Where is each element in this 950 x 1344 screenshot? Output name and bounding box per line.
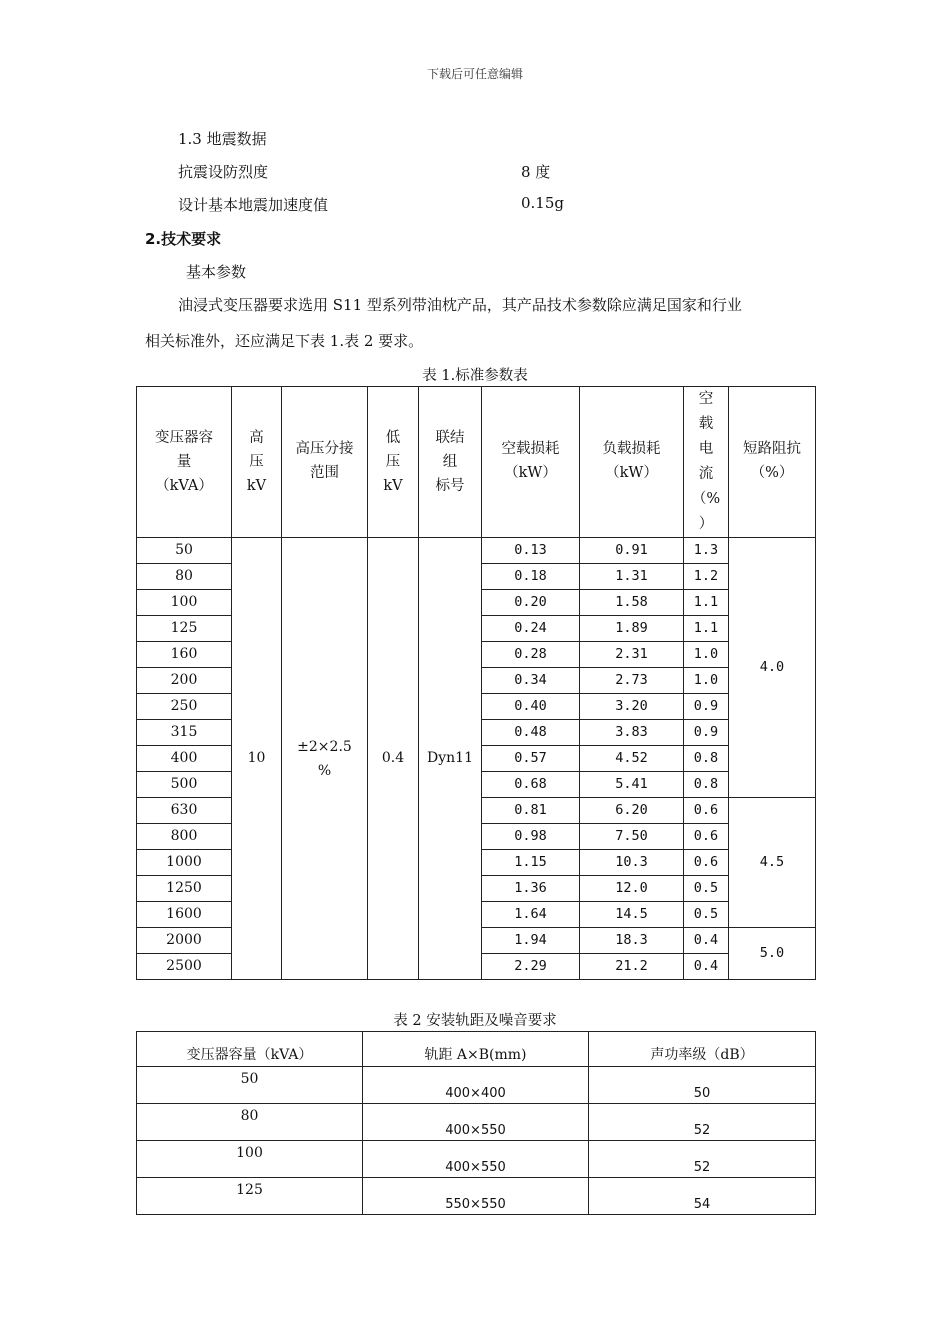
load-loss-cell: 1.89 [580, 616, 684, 642]
header-noload-loss: 空载损耗 （kW） [482, 387, 580, 538]
noload-loss-cell: 0.28 [482, 642, 580, 668]
seismic-acceleration-value: 0.15g [521, 194, 565, 212]
seismic-acceleration-label: 设计基本地震加速度值 [178, 196, 329, 214]
vector-group-merged-cell: Dyn11 [419, 538, 482, 980]
noload-current-cell: 1.0 [684, 668, 729, 694]
noload-loss-cell: 2.29 [482, 954, 580, 980]
capacity-cell: 125 [137, 616, 232, 642]
load-loss-cell: 14.5 [580, 902, 684, 928]
header-hv: 高 压 kV [232, 387, 282, 538]
header-load-loss: 负载损耗 （kW） [580, 387, 684, 538]
noload-current-cell: 1.1 [684, 590, 729, 616]
header-sound-power: 声功率级（dB） [589, 1032, 816, 1067]
noload-current-cell: 0.6 [684, 798, 729, 824]
seismic-intensity-value: 8 度 [521, 163, 551, 181]
noload-loss-cell: 0.18 [482, 564, 580, 590]
noload-loss-cell: 0.57 [482, 746, 580, 772]
sound-power-cell: 52 [589, 1141, 816, 1178]
header-tap-range: 高压分接 范围 [282, 387, 368, 538]
load-loss-cell: 2.73 [580, 668, 684, 694]
track-gauge-cell: 550×550 [363, 1178, 589, 1215]
capacity-cell: 315 [137, 720, 232, 746]
paragraph-line-2: 相关标准外，还应满足下表 1.表 2 要求。 [145, 332, 424, 350]
tap-range-merged-cell: ±2×2.5 % [282, 538, 368, 980]
installation-noise-table [136, 1031, 816, 1215]
load-loss-cell: 3.83 [580, 720, 684, 746]
noload-current-cell: 0.5 [684, 876, 729, 902]
header-capacity: 变压器容量（kVA） [137, 1032, 363, 1067]
noload-loss-cell: 0.34 [482, 668, 580, 694]
load-loss-cell: 4.52 [580, 746, 684, 772]
table-row [137, 538, 816, 564]
noload-current-cell: 0.9 [684, 720, 729, 746]
capacity-cell: 250 [137, 694, 232, 720]
table1-caption: 表 1.标准参数表 [422, 368, 528, 384]
noload-current-cell: 0.4 [684, 954, 729, 980]
seismic-intensity-label: 抗震设防烈度 [178, 163, 269, 181]
standard-parameters-table [136, 386, 816, 980]
noload-current-cell: 0.5 [684, 902, 729, 928]
capacity-cell: 630 [137, 798, 232, 824]
load-loss-cell: 6.20 [580, 798, 684, 824]
header-capacity: 变压器容 量 （kVA） [137, 387, 232, 538]
capacity-cell: 125 [137, 1178, 363, 1215]
noload-loss-cell: 0.40 [482, 694, 580, 720]
noload-current-cell: 0.8 [684, 772, 729, 798]
noload-current-cell: 1.2 [684, 564, 729, 590]
impedance-merged-cell: 4.5 [729, 798, 816, 928]
noload-current-cell: 0.6 [684, 824, 729, 850]
capacity-cell: 2500 [137, 954, 232, 980]
sound-power-cell: 52 [589, 1104, 816, 1141]
page-header: 下载后可任意编辑 [426, 67, 523, 81]
load-loss-cell: 3.20 [580, 694, 684, 720]
header-vector-group: 联结 组 标号 [419, 387, 482, 538]
noload-current-cell: 0.6 [684, 850, 729, 876]
table-row [137, 1104, 816, 1141]
noload-loss-cell: 0.68 [482, 772, 580, 798]
load-loss-cell: 10.3 [580, 850, 684, 876]
noload-current-cell: 1.1 [684, 616, 729, 642]
load-loss-cell: 1.31 [580, 564, 684, 590]
track-gauge-cell: 400×400 [363, 1067, 589, 1104]
load-loss-cell: 21.2 [580, 954, 684, 980]
capacity-cell: 80 [137, 1104, 363, 1141]
noload-loss-cell: 0.20 [482, 590, 580, 616]
noload-current-cell: 0.9 [684, 694, 729, 720]
noload-current-cell: 1.3 [684, 538, 729, 564]
capacity-cell: 400 [137, 746, 232, 772]
lv-merged-cell: 0.4 [368, 538, 419, 980]
sound-power-cell: 54 [589, 1178, 816, 1215]
impedance-merged-cell: 5.0 [729, 928, 816, 980]
header-noload-current: 空 载 电 流 （% ） [684, 387, 729, 538]
noload-loss-cell: 0.13 [482, 538, 580, 564]
capacity-cell: 200 [137, 668, 232, 694]
noload-loss-cell: 1.15 [482, 850, 580, 876]
capacity-cell: 100 [137, 1141, 363, 1178]
capacity-cell: 1250 [137, 876, 232, 902]
sound-power-cell: 50 [589, 1067, 816, 1104]
section-1-3-title: 1.3 地震数据 [178, 130, 267, 148]
paragraph-line-1: 油浸式变压器要求选用 S11 型系列带油枕产品，其产品技术参数除应满足国家和行业 [178, 296, 742, 314]
header-lv: 低 压 kV [368, 387, 419, 538]
capacity-cell: 1000 [137, 850, 232, 876]
capacity-cell: 500 [137, 772, 232, 798]
noload-loss-cell: 1.36 [482, 876, 580, 902]
capacity-cell: 80 [137, 564, 232, 590]
load-loss-cell: 5.41 [580, 772, 684, 798]
hv-merged-cell: 10 [232, 538, 282, 980]
noload-loss-cell: 0.24 [482, 616, 580, 642]
section-2-title: 2.技术要求 [145, 230, 222, 248]
load-loss-cell: 18.3 [580, 928, 684, 954]
table-row [137, 1141, 816, 1178]
header-track-gauge: 轨距 A×B(mm) [363, 1032, 589, 1067]
noload-loss-cell: 1.64 [482, 902, 580, 928]
impedance-merged-cell: 4.0 [729, 538, 816, 798]
noload-current-cell: 1.0 [684, 642, 729, 668]
noload-loss-cell: 1.94 [482, 928, 580, 954]
noload-loss-cell: 0.98 [482, 824, 580, 850]
load-loss-cell: 0.91 [580, 538, 684, 564]
capacity-cell: 1600 [137, 902, 232, 928]
noload-current-cell: 0.4 [684, 928, 729, 954]
load-loss-cell: 1.58 [580, 590, 684, 616]
header-impedance: 短路阻抗 （%） [729, 387, 816, 538]
noload-current-cell: 0.8 [684, 746, 729, 772]
load-loss-cell: 12.0 [580, 876, 684, 902]
noload-loss-cell: 0.48 [482, 720, 580, 746]
table2-caption: 表 2 安装轨距及噪音要求 [393, 1013, 557, 1029]
track-gauge-cell: 400×550 [363, 1141, 589, 1178]
capacity-cell: 50 [137, 1067, 363, 1104]
load-loss-cell: 7.50 [580, 824, 684, 850]
section-2-subtitle: 基本参数 [186, 263, 247, 281]
capacity-cell: 100 [137, 590, 232, 616]
load-loss-cell: 2.31 [580, 642, 684, 668]
capacity-cell: 50 [137, 538, 232, 564]
table-row [137, 1067, 816, 1104]
capacity-cell: 800 [137, 824, 232, 850]
noload-loss-cell: 0.81 [482, 798, 580, 824]
capacity-cell: 160 [137, 642, 232, 668]
capacity-cell: 2000 [137, 928, 232, 954]
track-gauge-cell: 400×550 [363, 1104, 589, 1141]
table-row [137, 1178, 816, 1215]
